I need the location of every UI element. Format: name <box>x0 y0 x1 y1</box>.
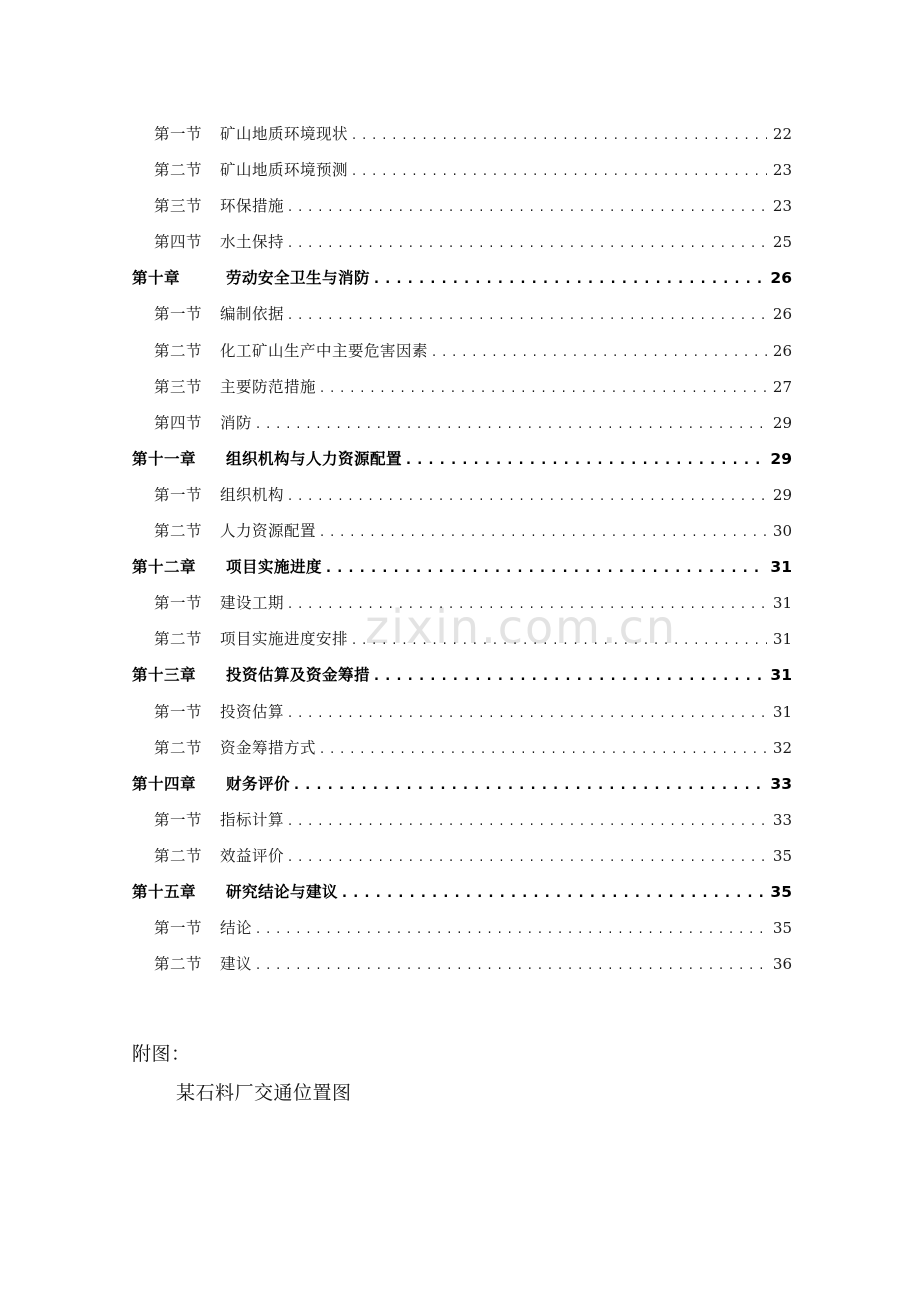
toc-page-number: 23 <box>772 161 792 180</box>
toc-entry-title: 水土保持 <box>220 233 285 252</box>
toc-section-entry[interactable] <box>132 477 792 513</box>
toc-dot-leader <box>374 659 764 693</box>
toc-entry-title: 矿山地质环境预测 <box>220 161 349 180</box>
toc-entry-title: 投资估算 <box>220 702 285 721</box>
toc-dot-leader <box>406 443 764 477</box>
toc-section-entry[interactable] <box>132 405 792 441</box>
toc-page-number: 33 <box>770 774 792 793</box>
toc-dot-leader <box>352 154 767 188</box>
appendix-item: 某石料厂交通位置图 <box>176 1082 352 1104</box>
toc-section-entry[interactable] <box>132 585 792 621</box>
toc-entry-number: 第十二章 <box>132 558 197 577</box>
toc-dot-leader <box>326 551 764 585</box>
toc-section-entry[interactable] <box>132 116 792 152</box>
toc-entry-title: 结论 <box>220 919 253 938</box>
toc-entry-number: 第一节 <box>154 594 203 613</box>
toc-dot-leader <box>256 407 767 441</box>
toc-entry-title: 财务评价 <box>226 774 291 793</box>
toc-section-entry[interactable] <box>132 802 792 838</box>
toc-dot-leader <box>352 118 767 152</box>
toc-entry-title: 劳动安全卫生与消防 <box>226 269 371 288</box>
toc-page-number: 22 <box>772 125 792 143</box>
toc-dot-leader <box>288 804 767 838</box>
toc-chapter-entry[interactable] <box>132 874 792 910</box>
toc-dot-leader <box>432 335 767 369</box>
toc-entry-number: 第一节 <box>154 485 203 504</box>
toc-dot-leader <box>288 840 767 874</box>
toc-page-number: 35 <box>772 919 792 938</box>
toc-entry-title: 项目实施进度安排 <box>220 630 349 649</box>
toc-dot-leader <box>320 371 767 405</box>
toc-entry-number: 第十一章 <box>132 449 197 468</box>
toc-entry-title: 建设工期 <box>220 594 285 613</box>
toc-entry-number: 第三节 <box>154 197 203 216</box>
toc-dot-leader <box>288 190 767 224</box>
toc-entry-title: 矿山地质环境现状 <box>220 125 349 143</box>
toc-entry-number: 第二节 <box>154 161 203 180</box>
toc-dot-leader <box>288 696 767 730</box>
toc-entry-number: 第四节 <box>154 413 203 432</box>
toc-dot-leader <box>352 623 767 657</box>
toc-section-entry[interactable] <box>132 188 792 224</box>
appendix-label: 附图： <box>132 1043 191 1065</box>
toc-dot-leader <box>288 298 767 332</box>
toc-entry-number: 第一节 <box>154 810 203 829</box>
toc-section-entry[interactable] <box>132 910 792 946</box>
toc-page-number: 26 <box>770 269 792 288</box>
toc-chapter-entry[interactable] <box>132 657 792 693</box>
toc-entry-title: 指标计算 <box>220 810 285 829</box>
toc-dot-leader <box>256 948 767 982</box>
toc-entry-title: 主要防范措施 <box>220 377 317 396</box>
toc-entry-title: 项目实施进度 <box>226 558 323 577</box>
toc-entry-number: 第十四章 <box>132 774 197 793</box>
toc-chapter-entry[interactable] <box>132 766 792 802</box>
toc-entry-title: 编制依据 <box>220 305 285 324</box>
toc-entry-title: 组织机构 <box>220 485 285 504</box>
toc-entry-number: 第二节 <box>154 955 203 974</box>
toc-section-entry[interactable] <box>132 513 792 549</box>
toc-entry-title: 资金筹措方式 <box>220 738 317 757</box>
toc-section-entry[interactable] <box>132 152 792 188</box>
toc-section-entry[interactable] <box>132 369 792 405</box>
toc-entry-number: 第一节 <box>154 702 203 721</box>
table-of-contents <box>132 116 792 982</box>
toc-section-entry[interactable] <box>132 694 792 730</box>
toc-entry-number: 第一节 <box>154 305 203 324</box>
toc-entry-title: 效益评价 <box>220 846 285 865</box>
toc-entry-number: 第十五章 <box>132 882 197 901</box>
toc-page-number: 31 <box>770 558 792 577</box>
toc-dot-leader <box>320 515 767 549</box>
toc-dot-leader <box>288 479 767 513</box>
toc-chapter-entry[interactable] <box>132 549 792 585</box>
toc-section-entry[interactable] <box>132 838 792 874</box>
toc-page-number: 35 <box>770 882 792 901</box>
toc-section-entry[interactable] <box>132 946 792 982</box>
toc-entry-number: 第二节 <box>154 738 203 757</box>
toc-page-number: 30 <box>772 522 792 541</box>
toc-page-number: 23 <box>772 197 792 216</box>
toc-entry-title: 化工矿山生产中主要危害因素 <box>220 341 429 360</box>
toc-page-number: 31 <box>772 594 792 613</box>
toc-entry-title: 消防 <box>220 413 253 432</box>
toc-dot-leader <box>256 912 767 946</box>
toc-dot-leader <box>342 876 764 910</box>
toc-page-number: 32 <box>772 738 792 757</box>
toc-dot-leader <box>294 768 764 802</box>
toc-page-number: 35 <box>772 846 792 865</box>
toc-entry-number: 第三节 <box>154 377 203 396</box>
toc-dot-leader <box>374 262 764 296</box>
toc-entry-number: 第二节 <box>154 341 203 360</box>
toc-entry-title: 研究结论与建议 <box>226 882 339 901</box>
toc-dot-leader <box>288 226 767 260</box>
toc-page-number: 29 <box>770 449 792 468</box>
toc-page-number: 26 <box>772 305 792 324</box>
toc-section-entry[interactable] <box>132 296 792 332</box>
toc-entry-title: 环保措施 <box>220 197 285 216</box>
watermark: zixin.com.cn <box>365 600 678 654</box>
toc-dot-leader <box>320 732 767 766</box>
toc-section-entry[interactable] <box>132 224 792 260</box>
toc-page-number: 31 <box>772 702 792 721</box>
toc-section-entry[interactable] <box>132 730 792 766</box>
toc-chapter-entry[interactable] <box>132 260 792 296</box>
toc-page-number: 36 <box>772 955 792 974</box>
toc-entry-number: 第二节 <box>154 630 203 649</box>
toc-entry-title: 组织机构与人力资源配置 <box>226 449 403 468</box>
toc-entry-number: 第四节 <box>154 233 203 252</box>
toc-dot-leader <box>288 587 767 621</box>
toc-entry-number: 第二节 <box>154 846 203 865</box>
toc-page-number: 29 <box>772 413 792 432</box>
toc-section-entry[interactable] <box>132 333 792 369</box>
toc-chapter-entry[interactable] <box>132 441 792 477</box>
toc-page-number: 31 <box>772 630 792 649</box>
toc-entry-title: 投资估算及资金筹措 <box>226 666 371 685</box>
toc-entry-number: 第十三章 <box>132 666 197 685</box>
toc-page-number: 27 <box>772 377 792 396</box>
toc-entry-title: 建议 <box>220 955 253 974</box>
toc-page-number: 25 <box>772 233 792 252</box>
toc-entry-title: 人力资源配置 <box>220 522 317 541</box>
toc-section-entry[interactable] <box>132 621 792 657</box>
toc-entry-number: 第十章 <box>132 269 181 288</box>
toc-page-number: 33 <box>772 810 792 829</box>
toc-entry-number: 第一节 <box>154 125 203 143</box>
toc-page-number: 29 <box>772 485 792 504</box>
toc-entry-number: 第二节 <box>154 522 203 541</box>
toc-entry-number: 第一节 <box>154 919 203 938</box>
toc-page-number: 31 <box>770 666 792 685</box>
toc-page-number: 26 <box>772 341 792 360</box>
